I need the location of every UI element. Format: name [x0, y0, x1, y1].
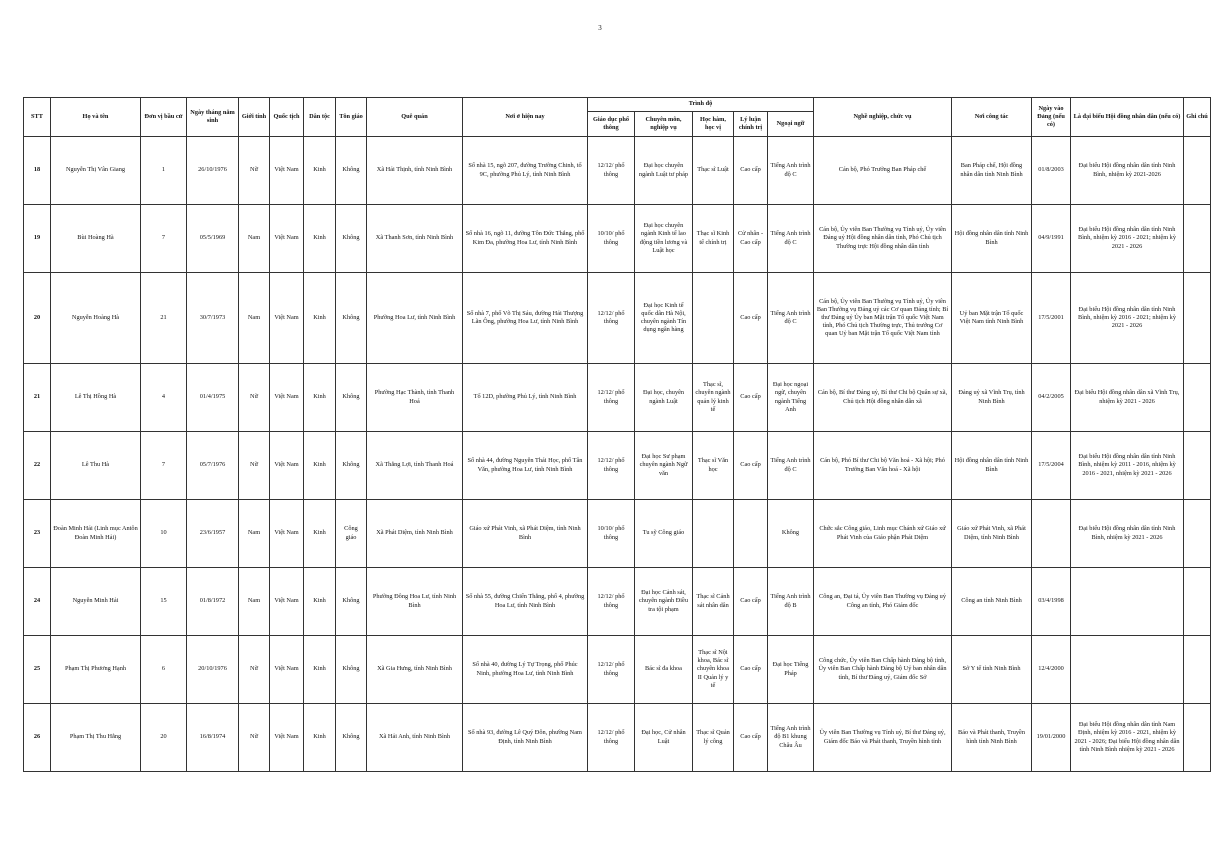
cell-stt: 23 — [24, 500, 51, 568]
cell-residence: Số nhà 44, đường Nguyễn Thái Học, phố Tân Văn, phường Hoa Lư, tỉnh Ninh Bình — [463, 432, 588, 500]
cell-ethnicity: Kinh — [304, 636, 336, 704]
cell-language: Không — [768, 500, 814, 568]
cell-delegate: Đại biểu Hội đồng nhân dân tỉnh Ninh Bình, nhiệm kỳ 2011 - 2016, nhiệm kỳ 2016 - 2021, nhiệm kỳ 2021 - 2026 — [1071, 432, 1184, 500]
cell-delegate: Đại biểu Hội đồng nhân dân xã Vĩnh Trụ, nhiệm kỳ 2021 - 2026 — [1071, 364, 1184, 432]
header-hometown: Quê quán — [367, 98, 463, 137]
cell-ethnicity: Kinh — [304, 568, 336, 636]
cell-language: Tiếng Anh trình độ C — [768, 205, 814, 273]
cell-stt: 22 — [24, 432, 51, 500]
cell-occupation: Ủy viên Ban Thường vụ Tỉnh uỷ, Bí thư Đảng uỷ, Giám đốc Báo và Phát thanh, Truyền hình tỉnh — [814, 704, 952, 772]
cell-political: Cao cấp — [734, 273, 768, 364]
cell-gender: Nữ — [239, 137, 270, 205]
cell-workplace: Uỷ ban Mặt trận Tổ quốc Việt Nam tỉnh Ninh Bình — [952, 273, 1032, 364]
cell-residence: Số nhà 55, đường Chiến Thắng, phố 4, phường Hoa Lư, tỉnh Ninh Bình — [463, 568, 588, 636]
cell-workplace: Sở Y tế tỉnh Ninh Bình — [952, 636, 1032, 704]
cell-gender: Nam — [239, 273, 270, 364]
table-row — [24, 364, 1211, 432]
cell-political: Cử nhân - Cao cấp — [734, 205, 768, 273]
cell-stt: 24 — [24, 568, 51, 636]
cell-nationality: Việt Nam — [270, 568, 304, 636]
cell-language: Tiếng Anh trình độ C — [768, 432, 814, 500]
cell-party-date: 12/4/2000 — [1032, 636, 1071, 704]
cell-religion: Không — [336, 568, 367, 636]
cell-hometown: Xã Gia Hưng, tỉnh Ninh Bình — [367, 636, 463, 704]
candidate-table — [23, 97, 1211, 772]
cell-ethnicity: Kinh — [304, 432, 336, 500]
cell-religion: Không — [336, 432, 367, 500]
table-row — [24, 568, 1211, 636]
header-language: Ngoại ngữ — [768, 112, 814, 137]
cell-specialty: Đại học chuyên ngành Kinh tế lao động tiền lương và Luật học — [635, 205, 693, 273]
cell-dob: 30/7/1973 — [187, 273, 239, 364]
cell-residence: Số nhà 7, phố Võ Thị Sáu, đường Hải Thượng Lãn Ông, phường Hoa Lư, tỉnh Ninh Bình — [463, 273, 588, 364]
cell-unit: 15 — [141, 568, 187, 636]
cell-residence: Số nhà 15, ngõ 207, đường Trường Chinh, tổ 9C, phường Phủ Lý, tỉnh Ninh Bình — [463, 137, 588, 205]
cell-language: Tiếng Anh trình độ B1 khung Châu Âu — [768, 704, 814, 772]
table-row — [24, 636, 1211, 704]
cell-note — [1184, 273, 1211, 364]
cell-general-edu: 12/12/ phổ thông — [588, 364, 635, 432]
cell-note — [1184, 568, 1211, 636]
header-name: Họ và tên — [51, 98, 141, 137]
cell-unit: 4 — [141, 364, 187, 432]
cell-general-edu: 12/12/ phổ thông — [588, 137, 635, 205]
cell-note — [1184, 500, 1211, 568]
cell-political: Cao cấp — [734, 568, 768, 636]
cell-stt: 18 — [24, 137, 51, 205]
cell-religion: Không — [336, 704, 367, 772]
header-degree: Học hàm, học vị — [693, 112, 734, 137]
cell-degree: Thạc sĩ Cảnh sát nhân dân — [693, 568, 734, 636]
cell-name: Bùi Hoàng Hà — [51, 205, 141, 273]
cell-unit: 7 — [141, 432, 187, 500]
cell-party-date: 19/01/2000 — [1032, 704, 1071, 772]
cell-degree: Thạc sĩ Luật — [693, 137, 734, 205]
cell-party-date: 17/5/2004 — [1032, 432, 1071, 500]
cell-ethnicity: Kinh — [304, 205, 336, 273]
cell-workplace: Công an tỉnh Ninh Bình — [952, 568, 1032, 636]
cell-hometown: Phường Hoa Lư, tỉnh Ninh Bình — [367, 273, 463, 364]
cell-gender: Nam — [239, 568, 270, 636]
cell-nationality: Việt Nam — [270, 364, 304, 432]
cell-occupation: Cán bộ, Phó Trưởng Ban Pháp chế — [814, 137, 952, 205]
cell-gender: Nữ — [239, 432, 270, 500]
header-delegate: Là đại biểu Hội đồng nhân dân (nếu có) — [1071, 98, 1184, 137]
cell-workplace: Báo và Phát thanh, Truyền hình tỉnh Ninh Bình — [952, 704, 1032, 772]
cell-specialty: Tu sỹ Công giáo — [635, 500, 693, 568]
cell-religion: Không — [336, 273, 367, 364]
header-nationality: Quốc tịch — [270, 98, 304, 137]
cell-note — [1184, 364, 1211, 432]
cell-workplace: Đảng uỷ xã Vĩnh Trụ, tỉnh Ninh Bình — [952, 364, 1032, 432]
cell-note — [1184, 432, 1211, 500]
cell-general-edu: 12/12/ phổ thông — [588, 432, 635, 500]
cell-unit: 20 — [141, 704, 187, 772]
cell-unit: 6 — [141, 636, 187, 704]
cell-political: Cao cấp — [734, 364, 768, 432]
cell-residence: Số nhà 93, đường Lê Quý Đôn, phường Nam Định, tỉnh Ninh Bình — [463, 704, 588, 772]
cell-political: Cao cấp — [734, 137, 768, 205]
header-political: Lý luận chính trị — [734, 112, 768, 137]
cell-dob: 26/10/1976 — [187, 137, 239, 205]
cell-hometown: Xã Thắng Lợi, tỉnh Thanh Hoá — [367, 432, 463, 500]
table-row — [24, 500, 1211, 568]
cell-nationality: Việt Nam — [270, 636, 304, 704]
header-note: Ghi chú — [1184, 98, 1211, 137]
cell-residence: Tổ 12D, phường Phủ Lý, tỉnh Ninh Bình — [463, 364, 588, 432]
cell-occupation: Công chức, Ủy viên Ban Chấp hành Đảng bộ tỉnh, Ủy viên Ban Chấp hành Đảng bộ Uỷ ban nhân dân tỉnh, Bí thư Đảng uỷ, Giám đốc Sở — [814, 636, 952, 704]
cell-delegate: Đại biểu Hội đồng nhân dân tỉnh Ninh Bình, nhiệm kỳ 2016 - 2021; nhiệm kỳ 2021 - 2026 — [1071, 273, 1184, 364]
cell-residence: Số nhà 16, ngõ 11, đường Tôn Đức Thắng, phố Kim Đa, phường Hoa Lư, tỉnh Ninh Bình — [463, 205, 588, 273]
cell-specialty: Đại học, Cử nhân Luật — [635, 704, 693, 772]
cell-political — [734, 500, 768, 568]
cell-dob: 05/5/1969 — [187, 205, 239, 273]
table-body — [24, 137, 1211, 772]
cell-delegate: Đại biểu Hội đồng nhân dân tỉnh Ninh Bình, nhiệm kỳ 2021-2026 — [1071, 137, 1184, 205]
cell-workplace: Hội đồng nhân dân tỉnh Ninh Bình — [952, 432, 1032, 500]
cell-workplace: Giáo xứ Phát Vinh, xã Phát Diệm, tỉnh Ninh Bình — [952, 500, 1032, 568]
header-workplace: Nơi công tác — [952, 98, 1032, 137]
cell-degree — [693, 273, 734, 364]
table-row — [24, 704, 1211, 772]
cell-name: Nguyễn Thị Vân Giang — [51, 137, 141, 205]
cell-ethnicity: Kinh — [304, 500, 336, 568]
cell-gender: Nữ — [239, 704, 270, 772]
header-occupation: Nghề nghiệp, chức vụ — [814, 98, 952, 137]
cell-dob: 01/4/1975 — [187, 364, 239, 432]
cell-religion: Không — [336, 364, 367, 432]
cell-party-date: 04/2/2005 — [1032, 364, 1071, 432]
cell-hometown: Xã Hải Anh, tỉnh Ninh Bình — [367, 704, 463, 772]
cell-name: Phạm Thị Thu Hằng — [51, 704, 141, 772]
cell-delegate: Đại biểu Hội đồng nhân dân tỉnh Ninh Bình, nhiệm kỳ 2021 - 2026 — [1071, 500, 1184, 568]
cell-delegate: Đại biểu Hội đồng nhân dân tỉnh Ninh Bình, nhiệm kỳ 2016 - 2021; nhiệm kỳ 2021 - 2026 — [1071, 205, 1184, 273]
cell-religion: Không — [336, 137, 367, 205]
cell-unit: 21 — [141, 273, 187, 364]
header-stt: STT — [24, 98, 51, 137]
cell-political: Cao cấp — [734, 704, 768, 772]
cell-language: Tiếng Anh trình độ B — [768, 568, 814, 636]
cell-party-date: 17/5/2001 — [1032, 273, 1071, 364]
header-party-date: Ngày vào Đảng (nếu có) — [1032, 98, 1071, 137]
cell-residence: Số nhà 40, đường Lý Tự Trọng, phố Phúc Ninh, phường Hoa Lư, tỉnh Ninh Bình — [463, 636, 588, 704]
cell-degree: Thạc sĩ Văn học — [693, 432, 734, 500]
cell-stt: 20 — [24, 273, 51, 364]
cell-hometown: Xã Hải Thịnh, tỉnh Ninh Bình — [367, 137, 463, 205]
cell-gender: Nam — [239, 500, 270, 568]
cell-nationality: Việt Nam — [270, 432, 304, 500]
cell-workplace: Hội đồng nhân dân tỉnh Ninh Bình — [952, 205, 1032, 273]
table-row — [24, 432, 1211, 500]
cell-degree: Thạc sĩ, chuyên ngành quản lý kinh tế — [693, 364, 734, 432]
cell-dob: 01/8/1972 — [187, 568, 239, 636]
cell-specialty: Bác sĩ đa khoa — [635, 636, 693, 704]
cell-religion: Công giáo — [336, 500, 367, 568]
header-religion: Tôn giáo — [336, 98, 367, 137]
cell-gender: Nữ — [239, 364, 270, 432]
cell-nationality: Việt Nam — [270, 205, 304, 273]
cell-specialty: Đại học Cảnh sát, chuyên ngành Điều tra tội phạm — [635, 568, 693, 636]
page-number: 3 — [598, 24, 602, 32]
cell-specialty: Đại học chuyên ngành Luật tư pháp — [635, 137, 693, 205]
cell-name: Phạm Thị Phương Hạnh — [51, 636, 141, 704]
cell-ethnicity: Kinh — [304, 704, 336, 772]
cell-dob: 23/6/1957 — [187, 500, 239, 568]
header-education-group: Trình độ — [588, 98, 814, 112]
cell-note — [1184, 137, 1211, 205]
cell-delegate — [1071, 636, 1184, 704]
cell-general-edu: 12/12/ phổ thông — [588, 636, 635, 704]
cell-name: Nguyễn Minh Hải — [51, 568, 141, 636]
cell-residence: Giáo xứ Phát Vinh, xã Phát Diệm, tỉnh Ninh Bình — [463, 500, 588, 568]
header-gender: Giới tính — [239, 98, 270, 137]
cell-party-date: 03/4/1998 — [1032, 568, 1071, 636]
cell-stt: 21 — [24, 364, 51, 432]
cell-degree: Thạc sĩ Kinh tế chính trị — [693, 205, 734, 273]
cell-occupation: Cán bộ, Phó Bí thư Chi bộ Văn hoá - Xã hội; Phó Trưởng Ban Văn hoá - Xã hội — [814, 432, 952, 500]
cell-religion: Không — [336, 205, 367, 273]
cell-dob: 20/10/1976 — [187, 636, 239, 704]
header-dob: Ngày tháng năm sinh — [187, 98, 239, 137]
cell-general-edu: 12/12/ phổ thông — [588, 568, 635, 636]
cell-stt: 26 — [24, 704, 51, 772]
cell-ethnicity: Kinh — [304, 273, 336, 364]
cell-stt: 19 — [24, 205, 51, 273]
cell-name: Lê Thu Hà — [51, 432, 141, 500]
header-specialty: Chuyên môn, nghiệp vụ — [635, 112, 693, 137]
cell-nationality: Việt Nam — [270, 704, 304, 772]
cell-language: Đại học ngoại ngữ, chuyên ngành Tiếng Anh — [768, 364, 814, 432]
cell-hometown: Phường Hạc Thành, tỉnh Thanh Hoá — [367, 364, 463, 432]
cell-hometown: Phường Đông Hoa Lư, tỉnh Ninh Bình — [367, 568, 463, 636]
cell-occupation: Cán bộ, Ủy viên Ban Thường vụ Tỉnh uỷ, Ủy viên Đảng uỷ Hội đồng nhân dân tỉnh, Phó Chủ tịch Thường trực Hội đồng nhân dân tỉnh — [814, 205, 952, 273]
cell-language: Tiếng Anh trình độ C — [768, 137, 814, 205]
cell-degree: Thạc sĩ Quản lý công — [693, 704, 734, 772]
cell-nationality: Việt Nam — [270, 500, 304, 568]
cell-specialty: Đại học Sư phạm chuyên ngành Ngữ văn — [635, 432, 693, 500]
cell-unit: 10 — [141, 500, 187, 568]
cell-stt: 25 — [24, 636, 51, 704]
cell-political: Cao cấp — [734, 636, 768, 704]
cell-gender: Nữ — [239, 636, 270, 704]
header-residence: Nơi ở hiện nay — [463, 98, 588, 137]
cell-delegate: Đại biểu Hội đồng nhân dân tỉnh Nam Định, nhiệm kỳ 2016 - 2021, nhiệm kỳ 2021 - 2026; Đại biểu Hội đồng nhân dân tỉnh Ninh Bình nhiệm kỳ 2021 - 2026 — [1071, 704, 1184, 772]
cell-nationality: Việt Nam — [270, 273, 304, 364]
cell-party-date — [1032, 500, 1071, 568]
cell-specialty: Đại học, chuyên ngành Luật — [635, 364, 693, 432]
cell-party-date: 01/8/2003 — [1032, 137, 1071, 205]
cell-occupation: Cán bộ, Ủy viên Ban Thường vụ Tỉnh uỷ, Ủy viên Ban Thường vụ Đảng uỷ các Cơ quan Đảng tỉnh; Bí thư Đảng uỷ Ủy ban Mặt trận Tổ quốc Việt Nam tỉnh, Phó Chủ tịch Thường trực, Thủ trưởng Cơ quan Uỷ ban Mặt trận Tổ quốc Việt Nam tỉnh — [814, 273, 952, 364]
cell-general-edu: 10/10/ phổ thông — [588, 500, 635, 568]
cell-general-edu: 12/12/ phổ thông — [588, 273, 635, 364]
header-unit: Đơn vị bầu cử — [141, 98, 187, 137]
table-row — [24, 205, 1211, 273]
cell-ethnicity: Kinh — [304, 137, 336, 205]
cell-degree: Thạc sĩ Nội khoa, Bác sĩ chuyên khoa II Quản lý y tế — [693, 636, 734, 704]
cell-note — [1184, 704, 1211, 772]
cell-gender: Nam — [239, 205, 270, 273]
cell-name: Đoàn Minh Hải (Linh mục Antôn Đoàn Minh Hải) — [51, 500, 141, 568]
cell-name: Nguyễn Hoàng Hà — [51, 273, 141, 364]
cell-nationality: Việt Nam — [270, 137, 304, 205]
cell-workplace: Ban Pháp chế, Hội đồng nhân dân tỉnh Ninh Bình — [952, 137, 1032, 205]
cell-ethnicity: Kinh — [304, 364, 336, 432]
cell-delegate — [1071, 568, 1184, 636]
header-ethnicity: Dân tộc — [304, 98, 336, 137]
cell-specialty: Đại học Kinh tế quốc dân Hà Nội, chuyên ngành Tín dụng ngân hàng — [635, 273, 693, 364]
cell-unit: 1 — [141, 137, 187, 205]
cell-language: Tiếng Anh trình độ C — [768, 273, 814, 364]
table-row — [24, 273, 1211, 364]
cell-occupation: Chức sắc Công giáo, Linh mục Chánh xứ Giáo xứ Phát Vinh của Giáo phận Phát Diệm — [814, 500, 952, 568]
cell-name: Lê Thị Hồng Hà — [51, 364, 141, 432]
table-row — [24, 137, 1211, 205]
cell-occupation: Công an, Đại tá, Ủy viên Ban Thường vụ Đảng uỷ Công an tỉnh, Phó Giám đốc — [814, 568, 952, 636]
cell-religion: Không — [336, 636, 367, 704]
header-general-edu: Giáo dục phổ thông — [588, 112, 635, 137]
cell-hometown: Xã Thanh Sơn, tỉnh Ninh Bình — [367, 205, 463, 273]
cell-language: Đại học Tiếng Pháp — [768, 636, 814, 704]
cell-degree — [693, 500, 734, 568]
cell-note — [1184, 636, 1211, 704]
cell-general-edu: 10/10/ phổ thông — [588, 205, 635, 273]
cell-political: Cao cấp — [734, 432, 768, 500]
cell-dob: 05/7/1976 — [187, 432, 239, 500]
cell-dob: 16/8/1974 — [187, 704, 239, 772]
cell-general-edu: 12/12/ phổ thông — [588, 704, 635, 772]
cell-unit: 7 — [141, 205, 187, 273]
cell-hometown: Xã Phát Diệm, tỉnh Ninh Bình — [367, 500, 463, 568]
cell-note — [1184, 205, 1211, 273]
cell-occupation: Cán bộ, Bí thư Đảng uỷ, Bí thư Chi bộ Quân sự xã, Chủ tịch Hội đồng nhân dân xã — [814, 364, 952, 432]
cell-party-date: 04/9/1991 — [1032, 205, 1071, 273]
